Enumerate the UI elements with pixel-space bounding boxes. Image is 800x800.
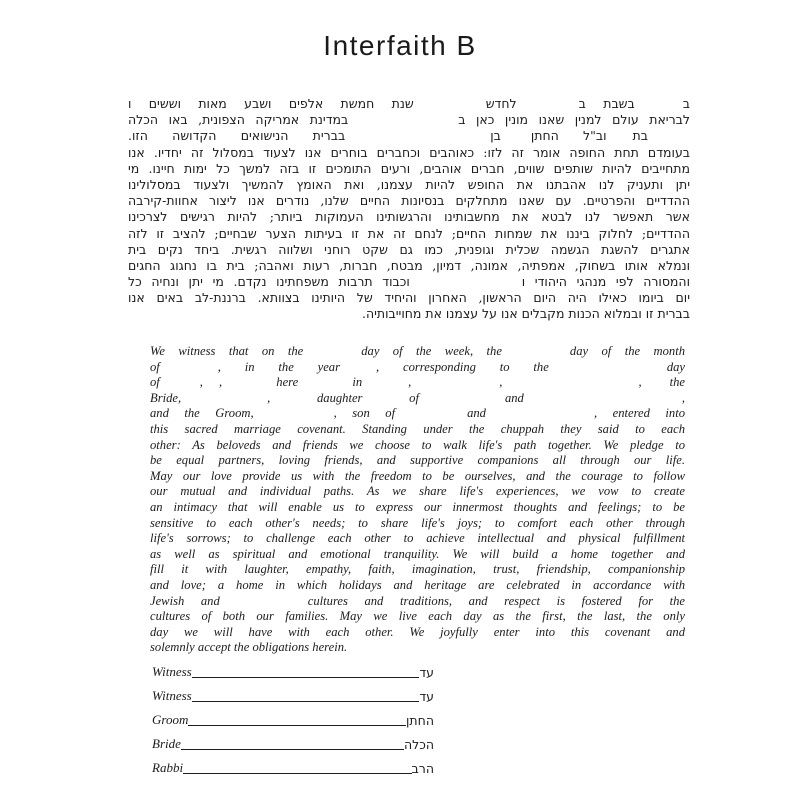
text-segment: and the Groom, (150, 406, 254, 421)
text-segment: אשר תאפשר לנו לבטא את מחשבותינו והרגשותינו העמוקות ביותר; להיות רגישים לצרכינו (128, 209, 690, 225)
text-segment: יום ביומו כאילו היה היום הראשון, האחרון והיחיד של היותינו בצוותא. ברננת-לב באים אנו (128, 290, 690, 306)
signature-label-hebrew: הרב (411, 761, 434, 776)
text-line (150, 640, 685, 656)
signature-label: Witness (152, 664, 192, 679)
text-line (150, 360, 685, 376)
text-segment: solemnly accept the obligations herein. (150, 640, 348, 655)
blank-field (410, 285, 522, 286)
text-segment: , son of (333, 406, 396, 421)
text-segment: cultures of both our families. May we live each day as the first, the last, the only (150, 609, 685, 624)
text-segment: Bride, (150, 390, 182, 405)
text-line (150, 516, 685, 532)
text-segment: an intimacy that will enable us to express our innermost thoughts and feelings; to be (150, 499, 685, 514)
signature-line (181, 749, 404, 750)
text-segment: day (666, 359, 685, 374)
blank-field (340, 370, 376, 371)
text-segment: לבריאת עולם למנין שאנו מונין כאן ב (458, 112, 690, 128)
text-segment: be equal partners, loving friends, and supportive companions all through our life. (150, 453, 685, 468)
text-segment: Jewish and (150, 593, 220, 608)
text-line (150, 547, 685, 563)
text-segment: שנת חמשת אלפים ושבע מאות וששים ו (128, 96, 414, 111)
text-segment: , entered into (593, 406, 685, 421)
text-segment: , (638, 375, 642, 390)
text-segment: ההדדיים; לחלוק ביננו את שמחות החיים; לנחם זה את זו בעיתות הצער שבחיים; להציב זו לזה (128, 225, 690, 241)
text-segment: and (504, 390, 524, 405)
text-segment: , (199, 375, 203, 390)
text-segment: אתגרים להשגת הגשמה שכלית וגופנית, כמו גם שקט רוחני ושלווה רגשית. ביחד נקים בית (128, 241, 690, 257)
blank-field (419, 401, 505, 402)
text-segment: בן (490, 128, 501, 144)
text-segment: , in the year (217, 359, 340, 374)
text-line (150, 406, 685, 422)
text-line (128, 306, 690, 322)
text-segment: and (467, 406, 486, 421)
signature-label: Witness (152, 688, 192, 703)
text-segment: בברית הנישואים הקדושה הזו. (128, 128, 346, 144)
text-line (150, 344, 685, 360)
blank-field (160, 385, 200, 386)
text-line (128, 226, 690, 242)
text-segment: , here in (218, 375, 363, 390)
text-line (150, 375, 685, 391)
blank-field (502, 385, 638, 386)
text-line (150, 609, 685, 625)
text-segment: this sacred marriage covenant. Standing under the chuppah they said to each (150, 421, 685, 436)
text-line (128, 242, 690, 258)
signature-block (152, 664, 434, 784)
blank-field (203, 385, 219, 386)
signature-row-rabbi (152, 760, 434, 776)
page-title: Interfaith B (323, 30, 477, 61)
text-line (150, 453, 685, 469)
text-segment: cultures and traditions, and respect is fostered for the (307, 593, 685, 608)
text-line (128, 209, 690, 225)
text-line (150, 562, 685, 578)
signature-line (183, 773, 411, 774)
blank-field (254, 416, 334, 417)
blank-field (549, 370, 667, 371)
text-segment: , (408, 375, 412, 390)
text-segment: וב"ל החתן (530, 128, 607, 144)
signature-row-witness-2 (152, 688, 434, 704)
text-segment: בת (632, 128, 648, 144)
blank-field (517, 107, 579, 108)
text-line (128, 128, 690, 144)
text-segment: בעומדם תחת החופה אומר זה לזו: כאוהבים וכחברים בוחרים אנו לצעוד במסלול זה יחדיו. אנו (128, 144, 690, 160)
text-line (128, 290, 690, 306)
blank-field (502, 354, 570, 355)
text-segment: בשבת ב (578, 96, 635, 111)
text-segment: as well as spiritual and emotional tranquility. We will build a home together and (150, 546, 685, 561)
text-segment: מתחייבים להיות שותפים שווים, חברים אוהבים, ורעים התומכים זו בזה למשך כל ימות חיינו. מי (128, 160, 690, 176)
text-line (150, 578, 685, 594)
signature-line (188, 725, 406, 726)
blank-field (345, 139, 490, 140)
blank-field (524, 401, 682, 402)
text-segment: בברית זו ובמלוא הכנות מקבלים אנו על עצמנו את מחוייבותיה. (361, 306, 690, 322)
text-segment: May our love provide us with the freedom to be ourselves, and the courage to follow (150, 468, 685, 483)
text-line (150, 469, 685, 485)
text-line (150, 391, 685, 407)
text-segment: , corresponding to the (376, 359, 549, 374)
signature-label-hebrew: החתן (406, 713, 434, 728)
text-line (150, 484, 685, 500)
hebrew-text-block (128, 96, 690, 323)
text-segment: day of the month (569, 344, 685, 358)
text-segment: fill it with laughter, empathy, faith, imagination, trust, friendship, companionship (150, 562, 685, 577)
text-line (150, 500, 685, 516)
signature-label-hebrew: עד (419, 665, 434, 680)
text-segment: , daughter of (267, 390, 419, 405)
signature-line (192, 701, 420, 702)
blank-field (303, 354, 361, 355)
text-line (128, 177, 690, 193)
text-line (128, 112, 690, 128)
signature-row-bride (152, 736, 434, 752)
text-segment: במדינת אמריקה הצפונית, באו הכלה (128, 112, 349, 128)
blank-field (648, 139, 690, 140)
blank-field (501, 139, 531, 140)
signature-label-hebrew: הכלה (403, 737, 434, 752)
text-line (128, 274, 690, 290)
signature-label-hebrew: עד (419, 689, 434, 704)
text-segment: ההדדיים והפרטיים. עם שאנו מתחלקים בנסיונות החיים שלנו, נודרים אנו ליצור אחוות-קירבה (128, 193, 690, 209)
text-line (128, 96, 690, 112)
blank-field (362, 385, 408, 386)
text-segment: We witness that on the (150, 344, 304, 358)
signature-label: Groom (152, 712, 189, 727)
signature-row-groom (152, 712, 434, 728)
blank-field (395, 416, 467, 417)
text-line (150, 625, 685, 641)
text-segment: the (669, 375, 685, 390)
signature-line (192, 677, 420, 678)
blank-field (220, 604, 308, 605)
blank-field (348, 123, 458, 124)
text-line (150, 422, 685, 438)
blank-field (181, 401, 267, 402)
blank-field (642, 385, 670, 386)
text-segment: and love; a home in which holidays and heritage are celebrated in accordance with (150, 577, 685, 592)
text-segment: of (150, 359, 160, 374)
text-segment: והמסורה לפי מנהגי היהודי ו (521, 274, 690, 290)
text-segment: , (499, 375, 503, 390)
text-segment: וכבוד תרבות משפחתינו נקדם. מי יתן ונחיה כל (128, 274, 410, 290)
blank-field (635, 107, 683, 108)
text-line (150, 438, 685, 454)
signature-label: Bride (152, 736, 181, 751)
text-segment: day we will have with each other. We joyfully enter into this covenant and (150, 624, 685, 639)
blank-field (411, 385, 499, 386)
text-line (128, 193, 690, 209)
text-segment: of (150, 375, 160, 390)
text-segment: לחדש (485, 96, 517, 111)
blank-field (607, 139, 633, 140)
text-segment: יתן ותעניק לנו אהבתנו את החופש להיות עצמנו, ואת האומץ להמשיך ולצעוד במסלולינו (128, 176, 690, 192)
text-segment: ונמלא אותו בשחוק, אמפתיה, אמונה, דמיון, מבטח, חברות, רעות ואהבה; בית בו נחגוג החגים (128, 257, 690, 273)
english-text-block (150, 344, 685, 656)
text-line (128, 161, 690, 177)
text-line (150, 531, 685, 547)
blank-field (414, 107, 486, 108)
text-segment: sensitive to each other's needs; to share life's joys; to comfort each other through (150, 515, 685, 530)
text-line (150, 594, 685, 610)
text-line (128, 145, 690, 161)
signature-row-witness-1 (152, 664, 434, 680)
text-line (128, 258, 690, 274)
text-segment: ב (682, 96, 690, 111)
text-segment: our mutual and individual paths. As we share life's experiences, we vow to create (150, 484, 685, 499)
text-segment: life's sorrows; to challenge each other to achieve intellectual and physical fulfillment (150, 531, 685, 546)
text-segment: other: As beloveds and friends we choose to walk life's path together. We pledge to (150, 437, 685, 452)
text-segment: day of the week, the (361, 344, 502, 358)
signature-label: Rabbi (152, 760, 184, 775)
text-segment: , (681, 390, 685, 405)
blank-field (486, 416, 594, 417)
blank-field (160, 370, 218, 371)
